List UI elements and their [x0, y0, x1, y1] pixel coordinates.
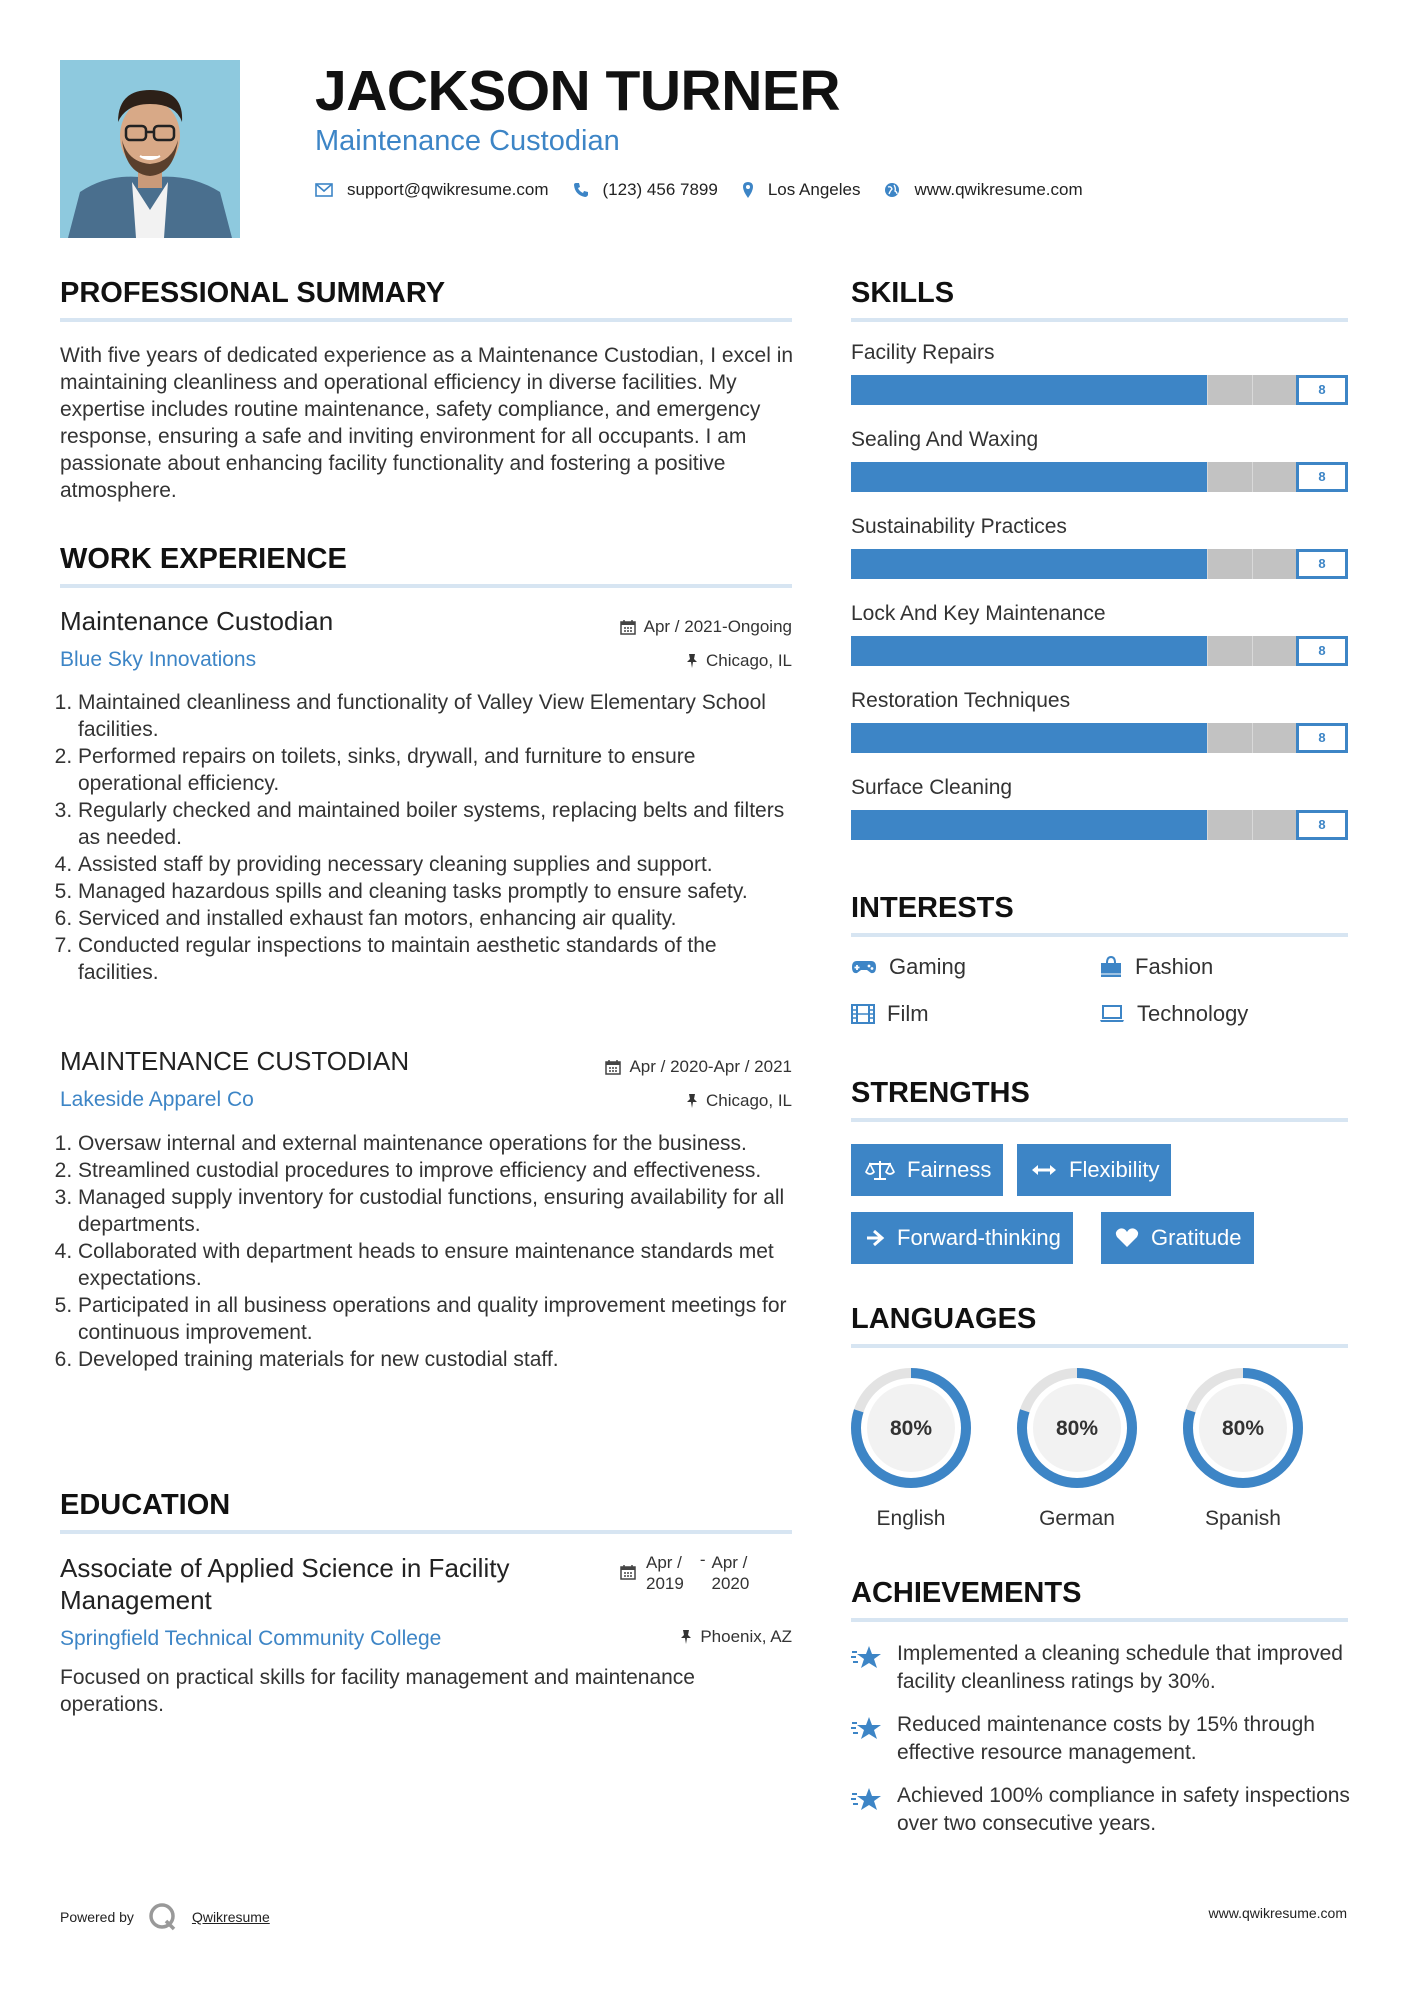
list-item: 4. Assisted staff by providing necessary cleaning supplies and support. — [78, 851, 798, 878]
language-percent: 80% — [1221, 1417, 1265, 1440]
skill-label: Sustainability Practices — [851, 515, 1067, 538]
achievement-item — [851, 1640, 1351, 1696]
skill-bar-segment — [1074, 375, 1075, 405]
skill-bar-segment — [1207, 636, 1208, 666]
email-text: support@qwikresume.com — [347, 180, 549, 199]
summary-divider — [60, 318, 792, 322]
skill-bar-segment — [985, 375, 986, 405]
skill-bar-segment — [985, 810, 986, 840]
calendar-icon — [620, 1564, 636, 1580]
skill-bar-segment — [1074, 462, 1075, 492]
achievements-heading: ACHIEVEMENTS — [851, 1577, 1082, 1609]
achievements-divider — [851, 1618, 1348, 1622]
qwikresume-link[interactable]: Qwikresume — [191, 1909, 270, 1925]
skill-bar-segment — [1207, 549, 1208, 579]
skill-bar-segment — [940, 723, 941, 753]
skill-bar-segment — [1252, 636, 1253, 666]
candidate-name: JACKSON TURNER — [315, 59, 841, 123]
summary-heading: PROFESSIONAL SUMMARY — [60, 277, 446, 309]
achievement-item — [851, 1782, 1351, 1838]
skill-bar-segment — [1118, 636, 1119, 666]
skill-bar-segment — [896, 375, 897, 405]
scale-icon — [865, 1159, 895, 1181]
contact-website[interactable] — [884, 180, 1082, 200]
education-location — [532, 1626, 792, 1648]
strength-label: Forward-thinking — [897, 1225, 1061, 1250]
skill-bar — [851, 723, 1348, 753]
skill-bar-segment — [1118, 549, 1119, 579]
interest-technology — [1099, 1001, 1248, 1027]
skill-bar-segment — [1118, 723, 1119, 753]
footer-powered-by — [60, 1902, 270, 1932]
interest-label: Technology — [1137, 1001, 1249, 1026]
skill-bar-segment — [1163, 549, 1164, 579]
degree-title: Associate of Applied Science in Facility Management — [60, 1553, 510, 1615]
strengths-heading: STRENGTHS — [851, 1077, 1030, 1109]
languages-heading: LANGUAGES — [851, 1303, 1037, 1335]
language-item — [1015, 1366, 1139, 1531]
skill-level-value: 8 — [1296, 810, 1348, 840]
language-name: Spanish — [1205, 1507, 1281, 1530]
strengths-divider — [851, 1118, 1348, 1122]
pin-icon — [686, 1093, 698, 1109]
list-item: 1. Maintained cleanliness and functionality of Valley View Elementary School facilities. — [78, 689, 798, 743]
profile-photo — [60, 60, 240, 238]
languages-list — [849, 1366, 1305, 1531]
phone-icon — [573, 182, 589, 198]
interests-heading: INTERESTS — [851, 892, 1014, 924]
job-1-location-text: Chicago, IL — [706, 651, 792, 670]
skill-bar — [851, 549, 1348, 579]
list-item: 4. Collaborated with department heads to ensure maintenance standards met expectations. — [78, 1238, 798, 1292]
skill-bar-segment — [985, 723, 986, 753]
skill-level-value: 8 — [1296, 375, 1348, 405]
skill-bar — [851, 375, 1348, 405]
list-item: 2. Performed repairs on toilets, sinks, drywall, and furniture to ensure operational efficiency. — [78, 743, 798, 797]
education-divider — [60, 1530, 792, 1534]
calendar-icon — [620, 619, 636, 635]
skill-row — [851, 775, 1348, 840]
skill-bar-segment — [1252, 549, 1253, 579]
skill-bar-segment — [1118, 810, 1119, 840]
language-percent: 80% — [889, 1417, 933, 1440]
footer-website[interactable]: www.qwikresume.com — [1208, 1905, 1347, 1921]
skill-bar-segment — [1207, 723, 1208, 753]
achievement-text: Reduced maintenance costs by 15% through effective resource management. — [897, 1713, 1315, 1764]
job-1-date-text: Apr / 2021-Ongoing — [643, 617, 792, 636]
job-1-title: Maintenance Custodian — [60, 606, 334, 636]
job-2-date — [532, 1056, 792, 1078]
gamepad-icon — [851, 959, 877, 975]
interest-film — [851, 1001, 929, 1027]
languages-divider — [851, 1344, 1348, 1348]
list-item: 1. Oversaw internal and external maintenance operations for the business. — [78, 1130, 798, 1157]
skill-bar-segment — [1074, 636, 1075, 666]
skill-bar-segment — [1029, 462, 1030, 492]
strength-label: Gratitude — [1151, 1225, 1242, 1250]
skill-bar-segment — [1163, 723, 1164, 753]
list-item: 3. Regularly checked and maintained boiler systems, replacing belts and filters as needed. — [78, 797, 798, 851]
skill-bar — [851, 462, 1348, 492]
strength-fairness — [851, 1144, 1003, 1196]
education-heading: EDUCATION — [60, 1489, 231, 1521]
skill-bar-segment — [1163, 636, 1164, 666]
film-icon — [851, 1004, 875, 1024]
education-date: Apr / 2019 - Apr / 2020 — [620, 1552, 749, 1594]
skill-bar-segment — [1074, 723, 1075, 753]
skill-bar-segment — [1207, 810, 1208, 840]
skill-label: Surface Cleaning — [851, 776, 1013, 799]
list-item: 6. Developed training materials for new custodial staff. — [78, 1346, 798, 1373]
skill-bar-segment — [896, 810, 897, 840]
skill-row — [851, 340, 1348, 405]
skill-bar-segment — [985, 549, 986, 579]
skills-heading: SKILLS — [851, 277, 955, 309]
job-1-location — [532, 650, 792, 672]
language-item — [1181, 1366, 1305, 1531]
achievement-item — [851, 1711, 1351, 1767]
location-text: Los Angeles — [767, 180, 861, 199]
skill-bar-segment — [1029, 810, 1030, 840]
award-star-icon — [851, 1715, 883, 1743]
skill-bar-segment — [1118, 462, 1119, 492]
skills-divider — [851, 318, 1348, 322]
skill-bar-segment — [1118, 375, 1119, 405]
skill-bar-segment — [896, 549, 897, 579]
language-item — [849, 1366, 973, 1531]
shopping-bag-icon — [1099, 956, 1123, 978]
award-star-icon — [851, 1644, 883, 1672]
qwikresume-logo-icon — [148, 1902, 178, 1932]
skill-bar-segment — [985, 462, 986, 492]
school-name: Springfield Technical Community College — [60, 1627, 442, 1650]
job-2-company: Lakeside Apparel Co — [60, 1088, 254, 1111]
skill-row — [851, 601, 1348, 666]
skill-bar-segment — [1163, 462, 1164, 492]
interests-divider — [851, 933, 1348, 937]
job-2-date-text: Apr / 2020-Apr / 2021 — [629, 1057, 792, 1076]
skill-bar-segment — [1029, 375, 1030, 405]
globe-icon — [884, 182, 900, 198]
skill-bar-segment — [940, 549, 941, 579]
interest-label: Film — [887, 1001, 929, 1026]
skill-bar — [851, 636, 1348, 666]
skill-bar-segment — [896, 723, 897, 753]
interest-fashion — [1099, 954, 1213, 980]
education-location-text: Phoenix, AZ — [700, 1627, 792, 1646]
skill-bar-segment — [1163, 810, 1164, 840]
summary-text: With five years of dedicated experience as a Maintenance Custodian, I excel in maintaining cleanliness and operational efficiency in diverse facilities. My expertise includes routine maintenance, safety compliance, and emergency response, ensuring a safe and inviting environment for all occupants. I am passionate about enhancing facility functionality and fostering a positive atmosphere. — [60, 344, 794, 502]
interest-gaming — [851, 954, 966, 980]
skill-bar-segment — [1074, 549, 1075, 579]
skill-bar-segment — [1252, 375, 1253, 405]
language-ring — [1181, 1366, 1305, 1490]
website-text: www.qwikresume.com — [914, 180, 1083, 199]
list-item: 3. Managed supply inventory for custodial functions, ensuring availability for all departments. — [78, 1184, 798, 1238]
job-1-bullets — [60, 689, 798, 986]
envelope-icon — [315, 183, 333, 197]
skill-bar-segment — [1029, 549, 1030, 579]
language-name: English — [876, 1507, 946, 1530]
skill-row — [851, 427, 1348, 492]
job-2-bullets — [60, 1130, 798, 1373]
powered-by-text: Powered by — [60, 1909, 134, 1925]
skill-bar-segment — [1074, 810, 1075, 840]
skill-bar-segment — [1252, 462, 1253, 492]
skill-label: Facility Repairs — [851, 341, 995, 364]
language-name: German — [1039, 1507, 1115, 1530]
job-1-company: Blue Sky Innovations — [60, 648, 257, 671]
list-item: 5. Participated in all business operations and quality improvement meetings for continuous improvement. — [78, 1292, 798, 1346]
pin-icon — [686, 653, 698, 669]
edu-end-month: Apr / — [711, 1553, 748, 1572]
edu-start-year: 2019 — [646, 1574, 684, 1593]
strength-flexibility — [1017, 1144, 1171, 1196]
arrows-horizontal-icon — [1031, 1163, 1057, 1177]
skill-row — [851, 688, 1348, 753]
skill-label: Sealing And Waxing — [851, 428, 1039, 451]
strength-label: Flexibility — [1069, 1157, 1160, 1182]
list-item: 6. Serviced and installed exhaust fan motors, enhancing air quality. — [78, 905, 798, 932]
skill-bar-segment — [940, 375, 941, 405]
map-pin-icon — [742, 181, 754, 199]
skill-bar-segment — [940, 636, 941, 666]
edu-end-year: 2020 — [711, 1574, 750, 1593]
achievement-text: Achieved 100% compliance in safety inspections over two consecutive years. — [897, 1784, 1350, 1835]
education-description: Focused on practical skills for facility management and maintenance operations. — [60, 1666, 695, 1716]
contact-phone[interactable] — [573, 180, 718, 200]
skill-label: Restoration Techniques — [851, 689, 1071, 712]
job-role: Maintenance Custodian — [315, 125, 620, 157]
interest-label: Gaming — [889, 954, 967, 979]
achievement-text: Implemented a cleaning schedule that improved facility cleanliness ratings by 30%. — [897, 1642, 1343, 1693]
award-star-icon — [851, 1786, 883, 1814]
skill-level-value: 8 — [1296, 462, 1348, 492]
skill-level-value: 8 — [1296, 723, 1348, 753]
strength-label: Fairness — [907, 1157, 992, 1182]
skill-level-value: 8 — [1296, 636, 1348, 666]
experience-divider — [60, 584, 792, 588]
list-item: 5. Managed hazardous spills and cleaning tasks promptly to ensure safety. — [78, 878, 798, 905]
skill-bar-segment — [1207, 462, 1208, 492]
list-item: 7. Conducted regular inspections to maintain aesthetic standards of the facilities. — [78, 932, 798, 986]
job-2-title: MAINTENANCE CUSTODIAN — [60, 1046, 410, 1076]
skill-bar-segment — [1029, 636, 1030, 666]
skill-bar-segment — [1252, 723, 1253, 753]
job-1-date — [532, 616, 792, 638]
skill-bar-segment — [896, 462, 897, 492]
skill-bar-segment — [896, 636, 897, 666]
calendar-icon — [605, 1059, 621, 1075]
skill-bar-segment — [940, 462, 941, 492]
skill-bar-segment — [940, 810, 941, 840]
skill-row — [851, 514, 1348, 579]
language-ring — [849, 1366, 973, 1490]
skill-label: Lock And Key Maintenance — [851, 602, 1106, 625]
skill-bar-segment — [1207, 375, 1208, 405]
job-2-location — [532, 1090, 792, 1112]
skill-bar-segment — [1252, 810, 1253, 840]
pin-icon — [680, 1629, 692, 1645]
skill-bar-segment — [1029, 723, 1030, 753]
skill-bar-segment — [985, 636, 986, 666]
contact-bar — [315, 178, 1107, 202]
skill-bar-segment — [1163, 375, 1164, 405]
laptop-icon — [1099, 1005, 1125, 1023]
language-percent: 80% — [1055, 1417, 1099, 1440]
contact-location — [742, 180, 861, 200]
interest-label: Fashion — [1135, 954, 1214, 979]
heart-icon — [1115, 1228, 1139, 1248]
arrow-right-icon — [865, 1229, 885, 1247]
skill-bar — [851, 810, 1348, 840]
skill-level-value: 8 — [1296, 549, 1348, 579]
strength-gratitude — [1101, 1212, 1254, 1264]
contact-email[interactable] — [315, 180, 549, 200]
language-ring — [1015, 1366, 1139, 1490]
strength-forward-thinking — [851, 1212, 1073, 1264]
experience-heading: WORK EXPERIENCE — [60, 543, 347, 575]
edu-start-month: Apr / — [646, 1553, 682, 1572]
job-2-location-text: Chicago, IL — [706, 1091, 792, 1110]
list-item: 2. Streamlined custodial procedures to improve efficiency and effectiveness. — [78, 1157, 798, 1184]
phone-text: (123) 456 7899 — [602, 180, 718, 199]
